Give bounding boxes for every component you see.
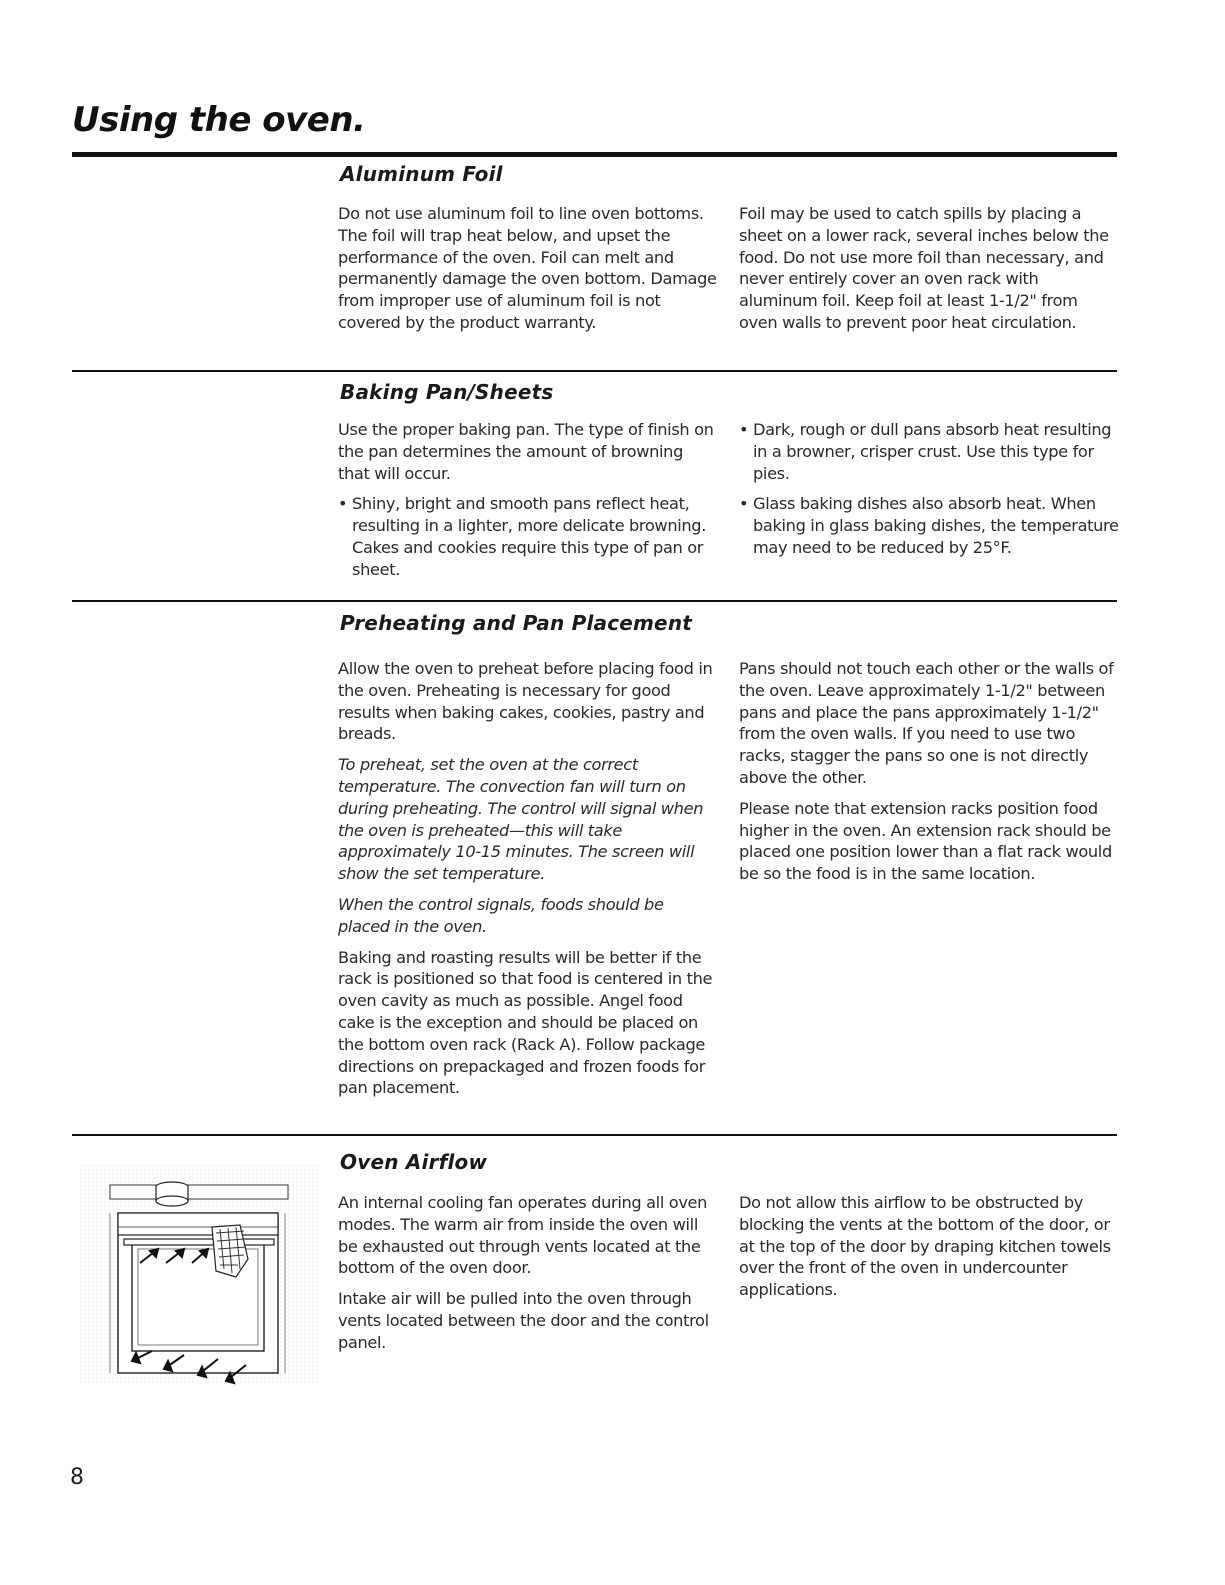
paragraph: Foil may be used to catch spills by placing a sheet on a lower rack, several inches below the food. Do not use more foil than necessary, and never entirely cover an oven rack with aluminum foil. Keep foil at least 1-1/2" from oven walls to prevent poor heat circulation. (739, 204, 1109, 332)
section-heading-aluminum-foil: Aluminum Foil (340, 162, 503, 186)
paragraph: Do not allow this airflow to be obstructed by blocking the vents at the bottom of the door, or at the top of the door by draping kitchen towels over the front of the oven in undercounter applications. (739, 1193, 1111, 1300)
paragraph: Please note that extension racks position food higher in the oven. An extension rack should be placed one position lower than a flat rack would be so the food is in the same location. (739, 798, 1112, 884)
section-heading-baking-pans: Baking Pan/Sheets (340, 380, 554, 404)
italic-paragraph: To preheat, set the oven at the correct temperature. The convection fan will turn on during preheating. The control will signal when the oven is preheated—this will take approximately 10-15 minutes. The screen will show the set temperature. (338, 755, 704, 884)
paragraph: Allow the oven to preheat before placing food in the oven. Preheating is necessary for good results when baking cakes, cookies, pastry and breads. (338, 659, 713, 744)
section-heading-oven-airflow: Oven Airflow (340, 1150, 488, 1174)
paragraph: Intake air will be pulled into the oven through vents located between the door and the control panel. (338, 1289, 709, 1352)
airflow-right-column (739, 1192, 1119, 1310)
italic-paragraph: When the control signals, foods should be placed in the oven. (338, 894, 664, 936)
page-number: 8 (70, 1465, 84, 1490)
baking-pans-left-column (338, 419, 718, 590)
oven-airflow-illustration (80, 1165, 320, 1385)
aluminum-foil-left-column (338, 203, 718, 343)
bullet-item: • Dark, rough or dull pans absorb heat resulting in a browner, crisper crust. Use this type for pies. (739, 419, 1119, 484)
preheating-right-column (739, 658, 1119, 894)
section-divider (72, 370, 1117, 372)
section-divider (72, 1134, 1117, 1136)
title-rule (72, 152, 1117, 157)
page-title: Using the oven. (72, 100, 366, 140)
paragraph: Do not use aluminum foil to line oven bottoms. The foil will trap heat below, and upset the performance of the oven. Foil can melt and permanently damage the oven bottom. Damage from improper use of aluminum foil is not covered by the product warranty. (338, 204, 717, 332)
baking-pans-right-column (739, 419, 1119, 568)
bullet-item: • Shiny, bright and smooth pans reflect heat, resulting in a lighter, more delicate browning. Cakes and cookies require this type of pan or sheet. (338, 493, 718, 580)
aluminum-foil-right-column (739, 203, 1119, 343)
airflow-left-column (338, 1192, 718, 1363)
preheating-left-column (338, 658, 718, 1108)
section-divider (72, 600, 1117, 602)
paragraph: Use the proper baking pan. The type of finish on the pan determines the amount of browning that will occur. (338, 420, 714, 483)
section-heading-preheating: Preheating and Pan Placement (340, 611, 693, 635)
bullet-item: • Glass baking dishes also absorb heat. When baking in glass baking dishes, the temperature may need to be reduced by 25°F. (739, 493, 1119, 558)
paragraph: Pans should not touch each other or the walls of the oven. Leave approximately 1-1/2" between pans and place the pans approximately 1-1/2" from the oven walls. If you need to use two racks, stagger the pans so one is not directly above the other. (739, 659, 1114, 787)
paragraph: An internal cooling fan operates during all oven modes. The warm air from inside the oven will be exhausted out through vents located at the bottom of the oven door. (338, 1193, 708, 1278)
paragraph: Baking and roasting results will be better if the rack is positioned so that food is centered in the oven cavity as much as possible. Angel food cake is the exception and should be placed on the bottom oven rack (Rack A). Follow package directions on prepackaged and frozen foods for pan placement. (338, 947, 713, 1098)
